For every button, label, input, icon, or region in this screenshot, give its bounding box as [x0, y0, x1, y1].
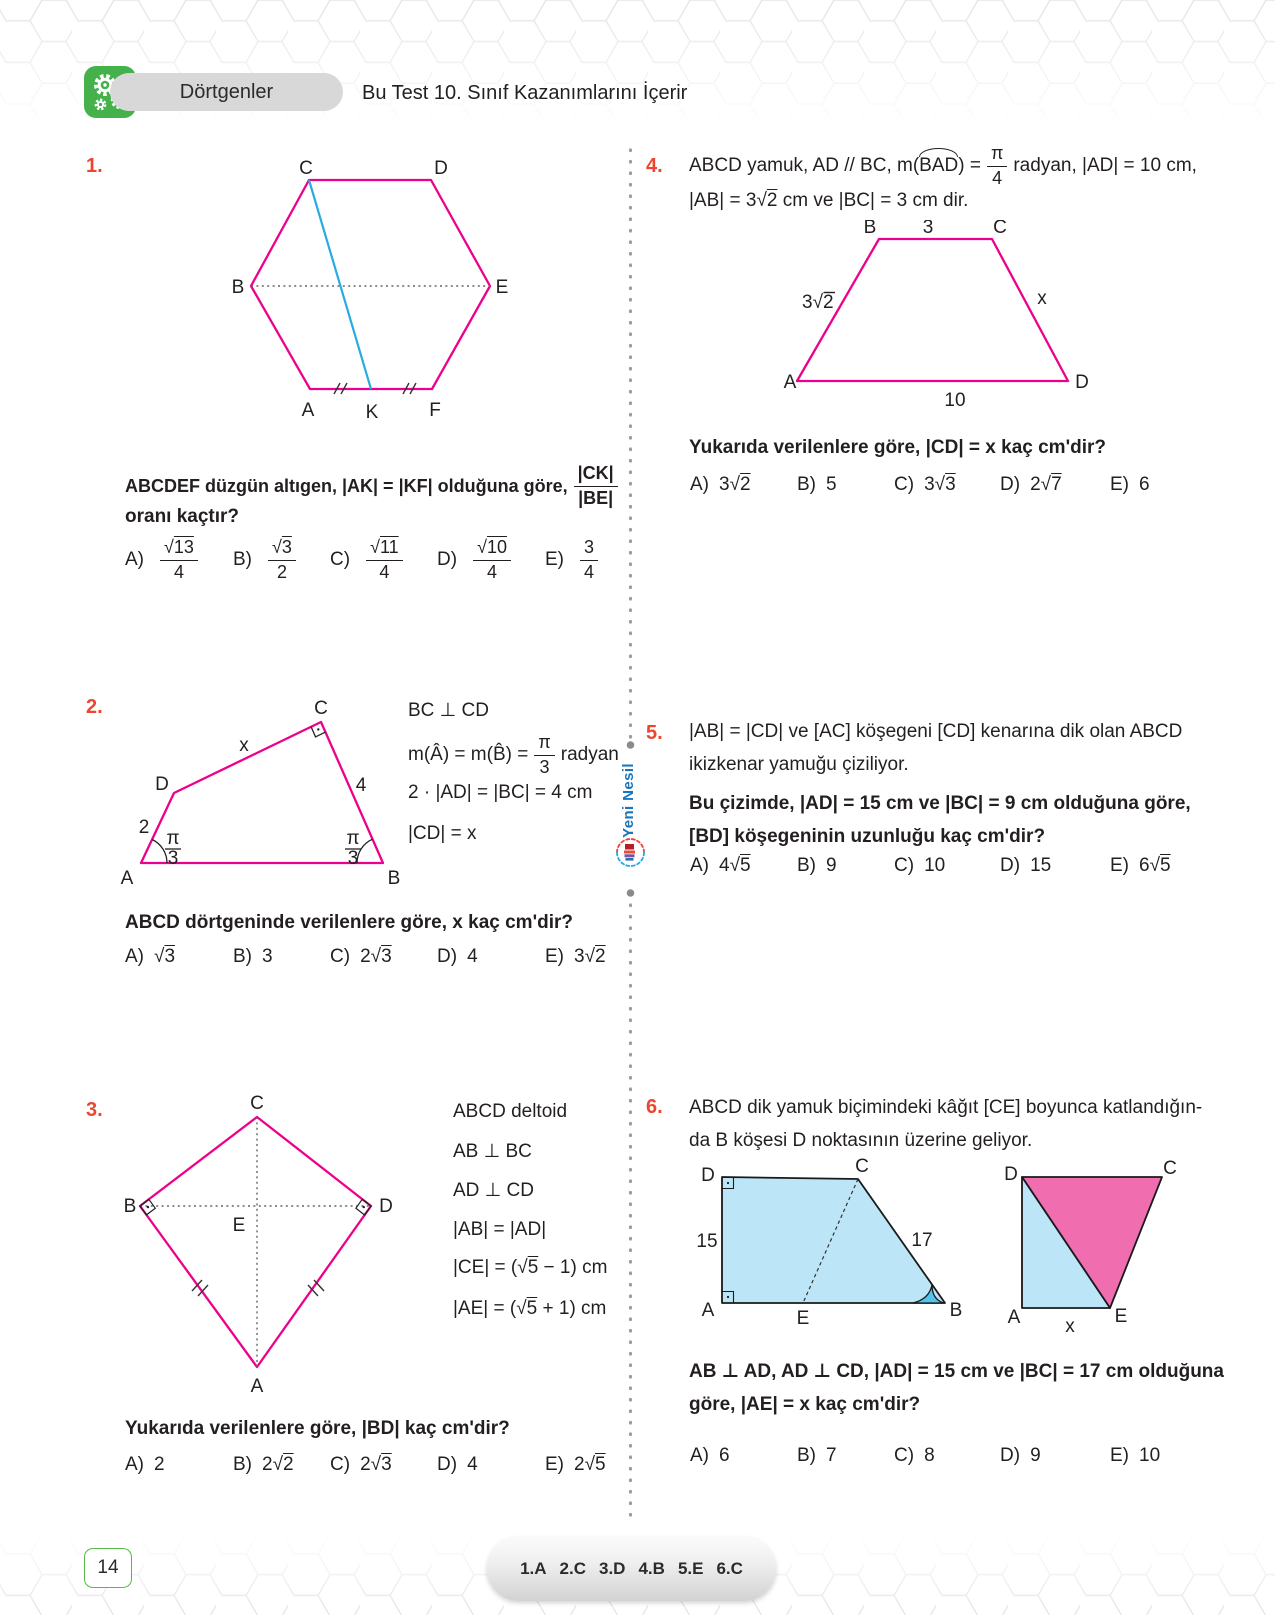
option-a — [125, 1450, 165, 1480]
option-value: 9 — [1030, 1445, 1041, 1466]
q6-folded-paper-diagram — [1000, 1150, 1188, 1338]
vertex-label-a: A — [120, 868, 134, 889]
q4-number: 4. — [646, 155, 663, 177]
answer-key-item: 4.B — [638, 1559, 665, 1578]
right-angle-dot-d — [727, 1182, 729, 1184]
vertex-label-c: C — [993, 220, 1007, 238]
sqrt-sign: √ — [729, 855, 741, 876]
fraction-den: 4 — [992, 168, 1003, 188]
vertex-label-e: E — [495, 277, 509, 298]
sqrt-sign: √ — [272, 537, 282, 558]
q2-given-2 — [408, 733, 619, 777]
q1-stem-text: ABCDEF düzgün altıgen, |AK| = |KF| olduğuna göre, — [125, 475, 568, 496]
vertex-label-f: F — [429, 400, 441, 421]
option-value: 6 — [1139, 474, 1150, 495]
test-subtitle: Bu Test 10. Sınıf Kazanımlarını İçerir — [362, 82, 688, 104]
option-d — [437, 536, 517, 584]
radicand: 2 — [595, 946, 606, 967]
option-fraction — [580, 538, 598, 582]
option-c — [330, 536, 409, 584]
option-label: E) — [545, 946, 564, 967]
sqrt-sign: √ — [584, 1454, 596, 1475]
option-label: A) — [125, 1454, 144, 1475]
option-e — [1110, 470, 1150, 500]
sqrt-sign: √ — [516, 1298, 527, 1319]
vertex-label-d: D — [379, 1196, 393, 1217]
option-a — [125, 942, 175, 972]
q6-number: 6. — [646, 1096, 663, 1118]
q3-deltoid-diagram — [122, 1092, 394, 1397]
deltoid-outline — [140, 1117, 371, 1367]
q3-stem: Yukarıda verilenlere göre, |BD| kaç cm'dir? — [125, 1418, 510, 1439]
q4-line2-pre: |AB| = 3 — [689, 190, 757, 211]
chapter-title-bar — [110, 73, 343, 111]
q4-text-line2 — [689, 189, 968, 213]
option-value: 6 — [719, 1445, 730, 1466]
option-label: A) — [690, 855, 709, 876]
angle-arc-a — [152, 840, 167, 864]
option-b — [797, 470, 837, 500]
option-b — [233, 1450, 294, 1480]
q4-text-line1 — [689, 145, 1197, 187]
side-label-3: 3 — [922, 220, 934, 238]
option-fraction — [160, 538, 198, 582]
q2-given-4: |CD| = x — [408, 823, 477, 844]
radicand: 3 — [281, 537, 292, 558]
option-b — [233, 942, 273, 972]
radicand: 5 — [595, 1454, 606, 1475]
q3-given-4: |AB| = |AD| — [453, 1219, 547, 1240]
option-label: B) — [233, 1454, 252, 1475]
side-label-2: 2 — [138, 817, 150, 838]
q1-stem-line2: oranı kaçtır? — [125, 506, 240, 527]
option-c — [894, 470, 956, 500]
coefficient: 3 — [924, 474, 935, 495]
radicand: 3 — [381, 946, 392, 967]
option-label: B) — [797, 855, 816, 876]
sqrt-sign: √ — [729, 474, 741, 495]
q2-quadrilateral-diagram — [118, 692, 410, 890]
point-label-e: E — [796, 1308, 810, 1328]
radicand: 11 — [379, 537, 399, 558]
q3-given-3: AD ⊥ CD — [453, 1180, 534, 1201]
q1-ratio-fraction — [574, 464, 618, 508]
hexagon-outline — [251, 180, 490, 389]
vertex-label-c: C — [855, 1156, 869, 1177]
option-label: B) — [797, 474, 816, 495]
coefficient: 3 — [719, 474, 730, 495]
vertex-label-d: D — [701, 1165, 715, 1186]
sqrt-2 — [756, 190, 777, 211]
chapter-title: Dörtgenler — [179, 80, 274, 103]
sqrt-sign: √ — [517, 1257, 528, 1278]
brand-logo-icon — [613, 835, 648, 870]
q3-number: 3. — [86, 1099, 103, 1121]
option-value — [371, 1454, 392, 1476]
q5-number: 5. — [646, 722, 663, 744]
option-value: 10 — [924, 855, 946, 876]
option-fraction — [473, 538, 511, 582]
option-e — [1110, 1441, 1160, 1471]
side-label-10: 10 — [944, 390, 966, 411]
vertex-label-a: A — [1007, 1307, 1021, 1328]
coefficient: 6 — [1139, 855, 1150, 876]
sqrt-sign: √ — [756, 190, 767, 211]
sqrt-sign: √ — [934, 474, 946, 495]
option-value — [585, 946, 606, 968]
right-angle-dot-b — [147, 1206, 149, 1208]
option-d — [437, 942, 478, 972]
vertex-label-c: C — [1163, 1158, 1177, 1179]
trapezoid-outline — [797, 239, 1068, 381]
sqrt-5 — [517, 1257, 538, 1278]
option-a — [690, 851, 751, 881]
option-label: C) — [330, 946, 351, 967]
page-number: 14 — [97, 1557, 119, 1578]
option-label: E) — [545, 1454, 564, 1475]
vertex-label-b: B — [231, 277, 245, 298]
q5-stem-line1: Bu çizimde, |AD| = 15 cm ve |BC| = 9 cm olduğuna göre, — [689, 793, 1191, 814]
vertex-label-a: A — [701, 1300, 715, 1321]
option-value — [935, 474, 956, 496]
angle-bad-arc: BAD — [919, 155, 959, 177]
sqrt-sign: √ — [272, 1454, 284, 1475]
tick-da — [308, 1280, 324, 1296]
fraction-num: π — [987, 144, 1007, 167]
option-d — [437, 1450, 478, 1480]
vertex-label-b: B — [949, 1300, 963, 1321]
fraction-den: 3 — [539, 757, 550, 777]
option-value: 5 — [826, 474, 837, 495]
option-d — [1000, 1441, 1041, 1471]
numerator: 3 — [580, 538, 598, 561]
q3-given-2: AB ⊥ BC — [453, 1141, 532, 1162]
option-value — [371, 946, 392, 968]
right-angle-dot-c — [317, 728, 319, 730]
angle-pi-a: π — [166, 828, 180, 849]
option-b — [233, 536, 302, 584]
vertex-label-d: D — [155, 774, 169, 795]
segment-ck-blue — [309, 180, 371, 389]
option-value — [730, 855, 751, 877]
radicand: 3 — [164, 946, 176, 967]
option-label: B) — [233, 549, 252, 570]
angle-pi-b: π — [346, 828, 360, 849]
option-label: C) — [894, 474, 915, 495]
vertex-label-d: D — [1075, 372, 1089, 393]
sqrt-sign: √ — [1040, 474, 1052, 495]
option-label: E) — [1110, 855, 1129, 876]
pi-over-3-fraction — [534, 733, 554, 777]
side-label-x: x — [1065, 1316, 1075, 1337]
q4-trapezoid-diagram — [772, 220, 1090, 412]
q1-hexagon-diagram — [225, 150, 510, 422]
vertex-label-b: B — [387, 868, 401, 889]
q4-stem: Yukarıda verilenlere göre, |CD| = x kaç cm'dir? — [689, 437, 1106, 458]
radicand: 13 — [173, 537, 194, 558]
answer-key-item: 3.D — [599, 1559, 626, 1578]
answer-key-item: 2.C — [559, 1559, 586, 1578]
option-value: 2 — [154, 1454, 165, 1475]
option-label: C) — [894, 855, 915, 876]
coefficient: 2 — [1030, 474, 1041, 495]
q1-ratio-num: |CK| — [574, 464, 618, 487]
q3-given-6 — [453, 1297, 606, 1321]
option-value: 15 — [1030, 855, 1052, 876]
denominator: 4 — [379, 562, 390, 582]
option-value: 9 — [826, 855, 837, 876]
q6-stem-line1: AB ⊥ AD, AD ⊥ CD, |AD| = 15 cm ve |BC| = 17 cm olduğuna — [689, 1361, 1224, 1382]
coefficient: 2 — [262, 1454, 273, 1475]
radicand: 5 — [527, 1257, 539, 1278]
vertex-label-c: C — [250, 1093, 264, 1114]
option-c — [330, 1450, 392, 1480]
option-label: C) — [894, 1445, 915, 1466]
vertex-label-b: B — [123, 1196, 137, 1217]
point-label-k: K — [365, 402, 379, 422]
option-d — [1000, 470, 1062, 500]
option-label: C) — [330, 549, 351, 570]
q5-para1-line2: ikizkenar yamuğu çiziliyor. — [689, 754, 909, 775]
q5-stem-line2: [BD] köşegeninin uzunluğu kaç cm'dir? — [689, 826, 1046, 847]
vertex-label-d: D — [1004, 1164, 1018, 1185]
vertex-label-c: C — [299, 158, 313, 179]
option-value: 8 — [924, 1445, 935, 1466]
option-label: D) — [437, 946, 458, 967]
option-label: D) — [1000, 1445, 1021, 1466]
coefficient: 4 — [719, 855, 730, 876]
q1-number: 1. — [86, 155, 103, 177]
vertex-label-d: D — [434, 158, 448, 179]
vertex-label-c: C — [314, 698, 328, 719]
radicand: 5 — [526, 1298, 538, 1319]
q4-line2-post: cm ve |BC| = 3 cm dir. — [777, 190, 969, 211]
coefficient: 3 — [574, 946, 585, 967]
q5-para1-line1: |AB| = |CD| ve [AC] köşegeni [CD] kenarına dik olan ABCD — [689, 721, 1183, 742]
answer-key-item: 5.E — [677, 1559, 704, 1578]
q3-given-5-pre: |CE| = ( — [453, 1257, 518, 1278]
q4-line1-post: radyan, |AD| = 10 cm, — [1013, 155, 1197, 177]
side-label-4: 4 — [355, 775, 367, 796]
radicand: 5 — [1160, 855, 1171, 876]
q6-stem-line2: göre, |AE| = x kaç cm'dir? — [689, 1394, 921, 1415]
q6-para-line2: da B köşesi D noktasının üzerine geliyor. — [689, 1130, 1033, 1151]
q2-number: 2. — [86, 696, 103, 718]
radicand: 2 — [283, 1454, 294, 1475]
q3-given-5 — [453, 1256, 607, 1280]
option-label: E) — [1110, 1445, 1129, 1466]
option-label: D) — [1000, 474, 1021, 495]
coefficient: 2 — [574, 1454, 585, 1475]
sqrt-sign: √ — [584, 946, 596, 967]
sqrt-sign: √ — [370, 537, 380, 558]
option-label: D) — [437, 1454, 458, 1475]
option-e — [1110, 851, 1171, 881]
radicand: 2 — [740, 474, 751, 495]
option-label: B) — [797, 1445, 816, 1466]
q3-given-1: ABCD deltoid — [453, 1101, 568, 1122]
option-c — [894, 1441, 935, 1471]
vertex-label-a: A — [783, 372, 797, 393]
radicand: 2 — [766, 190, 778, 211]
denominator: 4 — [584, 562, 595, 582]
option-value — [1150, 855, 1171, 877]
radicand: 10 — [486, 537, 507, 558]
coefficient: 2 — [360, 946, 371, 967]
q4-line1-mid: ) = — [958, 155, 981, 177]
option-d — [1000, 851, 1051, 881]
radicand: 3 — [381, 1454, 392, 1475]
pi-over-4-fraction — [987, 144, 1007, 188]
option-c — [894, 851, 945, 881]
option-label: A) — [690, 474, 709, 495]
option-e — [545, 1450, 606, 1480]
q6-paper-trapezoid-diagram — [695, 1150, 973, 1328]
q2-given-3: 2 · |AD| = |BC| = 4 cm — [408, 782, 593, 803]
option-label: E) — [1110, 474, 1129, 495]
sqrt-sign: √ — [164, 537, 174, 558]
option-value — [1041, 474, 1062, 496]
side-label-17: 17 — [911, 1230, 933, 1251]
option-value: 7 — [826, 1445, 837, 1466]
page-number-box — [84, 1548, 132, 1588]
denominator: 4 — [487, 562, 498, 582]
vertex-label-a: A — [250, 1376, 264, 1397]
option-fraction — [366, 538, 403, 582]
right-angle-dot-d — [363, 1206, 365, 1208]
radicand: 3 — [945, 474, 956, 495]
q3-given-6-pre: |AE| = ( — [453, 1298, 517, 1319]
q3-given-6-post: + 1) cm — [537, 1298, 607, 1319]
answer-key-item: 1.A — [520, 1559, 547, 1578]
brand-name: Yeni Nesil — [620, 763, 637, 838]
option-value — [154, 946, 175, 968]
option-a — [125, 536, 204, 584]
side-label-x: x — [1037, 288, 1047, 309]
denominator: 2 — [276, 562, 287, 582]
option-label: A) — [125, 946, 144, 967]
sqrt-sign: √ — [370, 1454, 382, 1475]
q1-stem-line1 — [125, 462, 624, 510]
q4-line1-pre: ABCD yamuk, AD // BC, m( — [689, 155, 920, 177]
q2-given-1: BC ⊥ CD — [408, 700, 489, 721]
sqrt-5 — [516, 1298, 537, 1319]
denominator: 4 — [173, 562, 184, 582]
coefficient: 2 — [360, 1454, 371, 1475]
right-angle-dot-a — [727, 1296, 729, 1298]
option-fraction — [268, 538, 296, 582]
sqrt-sign: √ — [370, 946, 382, 967]
option-value — [273, 1454, 294, 1476]
option-value: 4 — [467, 946, 478, 967]
point-label-e: E — [232, 1215, 246, 1236]
side-label-x: x — [239, 735, 249, 756]
answer-key-item: 6.C — [716, 1559, 743, 1578]
q3-given-5-post: − 1) cm — [538, 1257, 608, 1278]
option-a — [690, 1441, 730, 1471]
sqrt-sign: √ — [1149, 855, 1161, 876]
q2-given-2-post: radyan — [560, 744, 619, 766]
option-value — [585, 1454, 606, 1476]
option-label: D) — [1000, 855, 1021, 876]
answer-key — [487, 1537, 776, 1601]
option-e — [545, 942, 606, 972]
option-b — [797, 851, 837, 881]
option-label: C) — [330, 1454, 351, 1475]
radicand: 5 — [740, 855, 751, 876]
point-label-e: E — [1114, 1306, 1128, 1327]
vertex-label-b: B — [863, 220, 877, 238]
radicand: 7 — [1051, 474, 1062, 495]
option-label: D) — [437, 549, 458, 570]
sqrt-sign: √ — [154, 946, 165, 967]
side-label-15: 15 — [696, 1231, 718, 1252]
option-label: A) — [125, 549, 144, 570]
option-label: A) — [690, 1445, 709, 1466]
option-b — [797, 1441, 837, 1471]
q6-para-line1: ABCD dik yamuk biçimindeki kâğıt [CE] boyunca katlandığın- — [689, 1097, 1203, 1118]
q1-ratio-den: |BE| — [578, 488, 614, 508]
option-value — [730, 474, 751, 496]
side-label-3sqrt2: 3√2 — [802, 292, 834, 313]
option-c — [330, 942, 392, 972]
vertex-label-a: A — [301, 400, 315, 421]
angle-three-a: 3 — [167, 848, 179, 869]
option-value: 3 — [262, 946, 273, 967]
q2-given-2-pre: m(Â) = m(B̂) = — [408, 744, 529, 766]
option-label: B) — [233, 946, 252, 967]
sqrt-sign: √ — [477, 537, 487, 558]
option-value: 4 — [467, 1454, 478, 1475]
option-e — [545, 536, 604, 584]
option-a — [690, 470, 751, 500]
q2-stem: ABCD dörtgeninde verilenlere göre, x kaç cm'dir? — [125, 912, 573, 933]
option-label: E) — [545, 549, 564, 570]
fraction-num: π — [534, 733, 554, 756]
angle-three-b: 3 — [347, 848, 359, 869]
option-value: 10 — [1139, 1445, 1161, 1466]
